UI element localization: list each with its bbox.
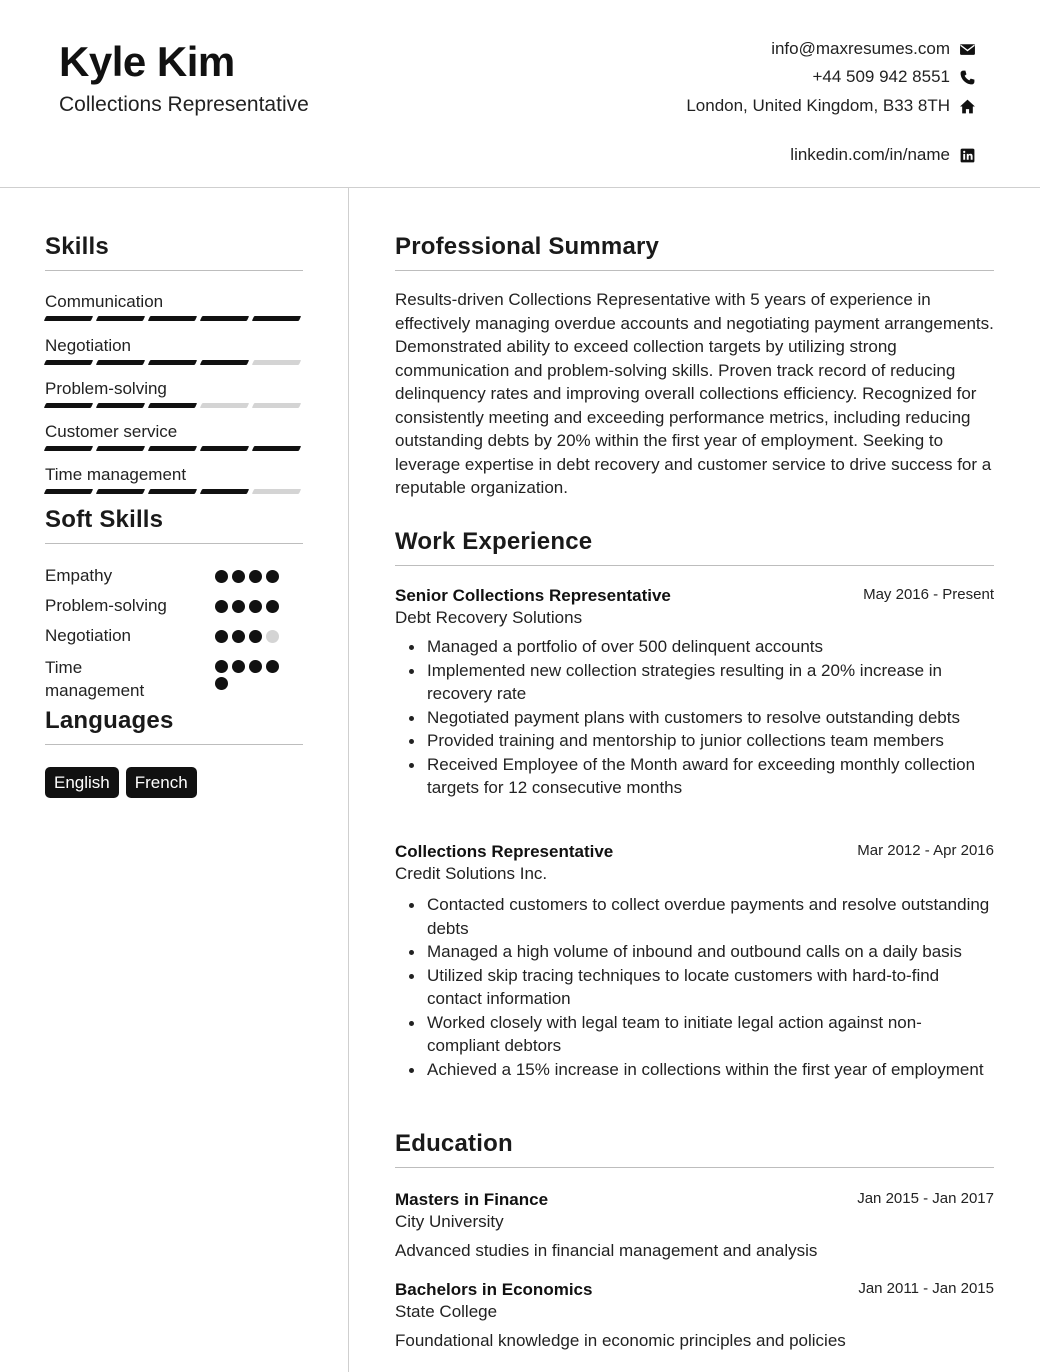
resume-header xyxy=(0,0,1040,188)
soft-skill-dot xyxy=(266,660,279,673)
soft-skill-dot xyxy=(266,600,279,613)
job-bullet: Achieved a 15% increase in collections within the first year of employment xyxy=(395,1058,994,1082)
skill-item xyxy=(45,465,303,485)
soft-skill-dot xyxy=(266,570,279,583)
soft-skill-dot xyxy=(215,630,228,643)
job-bullet: Received Employee of the Month award for exceeding monthly collection targets for 12 consecutive months xyxy=(395,753,994,800)
soft-skill-dot xyxy=(232,660,245,673)
job-bullet: Implemented new collection strategies resulting in a 20% increase in recovery rate xyxy=(395,659,994,706)
soft-skill-label: Empathy xyxy=(45,566,113,585)
skills-rule xyxy=(45,270,303,271)
job-bullets xyxy=(395,893,994,1081)
job-bullet: Negotiated payment plans with customers to resolve outstanding debts xyxy=(395,706,994,730)
summary-section xyxy=(395,233,994,500)
skill-level-bar xyxy=(96,446,145,451)
skill-level-bars xyxy=(45,403,300,408)
contact-address-row xyxy=(686,95,976,117)
skill-level-bar xyxy=(252,360,301,365)
skill-level-bar xyxy=(96,360,145,365)
education-school: City University xyxy=(395,1212,504,1231)
soft-skill-item xyxy=(45,566,303,586)
languages-title: Languages xyxy=(45,707,174,734)
skill-level-bar xyxy=(148,360,197,365)
job-dates: May 2016 - Present xyxy=(863,586,994,603)
job-bullet: Provided training and mentorship to junior collections team members xyxy=(395,729,994,753)
skill-level-bars xyxy=(45,360,300,365)
soft-skills-section xyxy=(45,506,303,544)
soft-skill-item xyxy=(45,626,303,646)
language-tags xyxy=(45,767,197,798)
education-degree: Bachelors in Economics xyxy=(395,1280,593,1299)
education-section xyxy=(395,1130,994,1168)
education-dates: Jan 2015 - Jan 2017 xyxy=(857,1190,994,1207)
education-title: Education xyxy=(395,1130,513,1157)
soft-skill-dots xyxy=(215,630,279,643)
soft-skill-dot xyxy=(249,600,262,613)
soft-skill-dot xyxy=(232,570,245,583)
skill-item xyxy=(45,379,303,399)
skill-level-bars xyxy=(45,316,300,321)
contact-block xyxy=(576,38,976,168)
job-bullet: Managed a portfolio of over 500 delinquent accounts xyxy=(395,635,994,659)
job-bullet: Contacted customers to collect overdue payments and resolve outstanding debts xyxy=(395,893,994,940)
contact-email-row[interactable] xyxy=(771,38,976,60)
skill-level-bar xyxy=(44,316,93,321)
soft-skill-dots xyxy=(215,600,279,613)
candidate-name: Kyle Kim xyxy=(59,38,235,85)
skill-label: Communication xyxy=(45,292,164,311)
skill-level-bar xyxy=(200,446,249,451)
soft-skill-dot xyxy=(215,677,228,690)
contact-email[interactable]: info@maxresumes.com xyxy=(771,39,950,58)
skill-level-bars xyxy=(45,446,300,451)
skill-level-bar xyxy=(148,403,197,408)
job-bullet: Worked closely with legal team to initiate legal action against non-compliant debtors xyxy=(395,1011,994,1058)
skill-level-bar xyxy=(148,316,197,321)
soft-skill-item xyxy=(45,656,175,702)
home-icon xyxy=(958,97,976,115)
job-bullet: Managed a high volume of inbound and outbound calls on a daily basis xyxy=(395,940,994,964)
contact-linkedin[interactable]: linkedin.com/in/name xyxy=(790,145,950,164)
candidate-role: Collections Representative xyxy=(59,93,309,116)
skill-level-bar xyxy=(200,489,249,494)
soft-skill-dot xyxy=(232,630,245,643)
skills-section xyxy=(45,233,303,271)
education-entry xyxy=(395,1190,994,1263)
skill-level-bar xyxy=(200,360,249,365)
contact-phone[interactable]: +44 509 942 8551 xyxy=(812,67,950,86)
job-title: Senior Collections Representative xyxy=(395,586,671,605)
soft-skill-dots xyxy=(215,660,287,690)
envelope-icon xyxy=(958,40,976,58)
skill-level-bar xyxy=(252,316,301,321)
job-bullets xyxy=(395,635,994,800)
soft-skill-dot xyxy=(249,630,262,643)
job-dates: Mar 2012 - Apr 2016 xyxy=(857,842,994,859)
skill-label: Customer service xyxy=(45,422,178,441)
summary-text: Results-driven Collections Representative with 5 years of experience in effectively managing overdue accounts and negotiating payment arrangements. Demonstrated ability to exceed collection targets by utilizing strong communication and problem-solving skills. Proven track record of reducing delinquency rates and improving overall collections efficiency. Recognized for consistently meeting and exceeding performance metrics, including reducing outstanding debts by 20% within the first year of employment. Seeking to leverage expertise in debt recovery and customer service to drive success for a reputable organization. xyxy=(395,290,994,497)
skill-level-bar xyxy=(252,446,301,451)
skill-level-bar xyxy=(96,316,145,321)
skill-level-bars xyxy=(45,489,300,494)
skill-level-bar xyxy=(148,446,197,451)
column-divider xyxy=(348,188,349,1372)
job-entry xyxy=(395,586,994,800)
skill-label: Negotiation xyxy=(45,336,132,355)
language-tag: French xyxy=(126,767,197,798)
skill-level-bar xyxy=(252,403,301,408)
job-company: Credit Solutions Inc. xyxy=(395,864,548,883)
experience-rule xyxy=(395,565,994,566)
soft-skill-dots-wrap xyxy=(215,660,305,690)
linkedin-icon xyxy=(958,146,976,164)
skill-level-bar xyxy=(252,489,301,494)
education-dates: Jan 2011 - Jan 2015 xyxy=(858,1280,994,1297)
soft-skills-title: Soft Skills xyxy=(45,506,164,533)
education-rule xyxy=(395,1167,994,1168)
soft-skill-label: Time management xyxy=(45,658,145,700)
job-entry xyxy=(395,842,994,1081)
soft-skills-rule xyxy=(45,543,303,544)
skill-level-bar xyxy=(96,489,145,494)
contact-phone-row[interactable] xyxy=(812,66,976,88)
soft-skill-dots xyxy=(215,570,279,583)
experience-title: Work Experience xyxy=(395,528,593,555)
job-title: Collections Representative xyxy=(395,842,614,861)
education-entry xyxy=(395,1280,994,1353)
language-tag: English xyxy=(45,767,119,798)
job-company: Debt Recovery Solutions xyxy=(395,608,583,627)
contact-linkedin-row[interactable] xyxy=(790,144,976,166)
soft-skill-label: Problem-solving xyxy=(45,596,167,615)
contact-address: London, United Kingdom, B33 8TH xyxy=(686,96,950,115)
job-bullet: Utilized skip tracing techniques to locate customers with hard-to-find contact information xyxy=(395,964,994,1011)
summary-rule xyxy=(395,270,994,271)
soft-skill-dot xyxy=(215,660,228,673)
skill-level-bar xyxy=(44,360,93,365)
skill-label: Problem-solving xyxy=(45,379,167,398)
skill-level-bar xyxy=(148,489,197,494)
phone-icon xyxy=(958,68,976,86)
skill-level-bar xyxy=(96,403,145,408)
education-school: State College xyxy=(395,1302,498,1321)
skill-level-bar xyxy=(200,316,249,321)
skill-label: Time management xyxy=(45,465,187,484)
soft-skill-item xyxy=(45,596,303,616)
education-description: Advanced studies in financial management and analysis xyxy=(395,1241,818,1260)
skill-level-bar xyxy=(44,446,93,451)
skill-item xyxy=(45,422,303,442)
education-degree: Masters in Finance xyxy=(395,1190,549,1209)
soft-skill-dot xyxy=(215,570,228,583)
soft-skill-dot xyxy=(249,570,262,583)
summary-title: Professional Summary xyxy=(395,233,660,260)
skill-level-bar xyxy=(200,403,249,408)
education-description: Foundational knowledge in economic principles and policies xyxy=(395,1331,846,1350)
skill-level-bar xyxy=(44,403,93,408)
experience-section xyxy=(395,528,994,566)
languages-section xyxy=(45,707,303,745)
skill-level-bar xyxy=(44,489,93,494)
soft-skill-dot xyxy=(249,660,262,673)
soft-skill-dot xyxy=(232,600,245,613)
skill-item xyxy=(45,336,303,356)
skills-title: Skills xyxy=(45,233,109,260)
soft-skill-dot xyxy=(266,630,279,643)
soft-skill-label: Negotiation xyxy=(45,626,132,645)
soft-skill-dot xyxy=(215,600,228,613)
skill-item xyxy=(45,292,303,312)
languages-rule xyxy=(45,744,303,745)
